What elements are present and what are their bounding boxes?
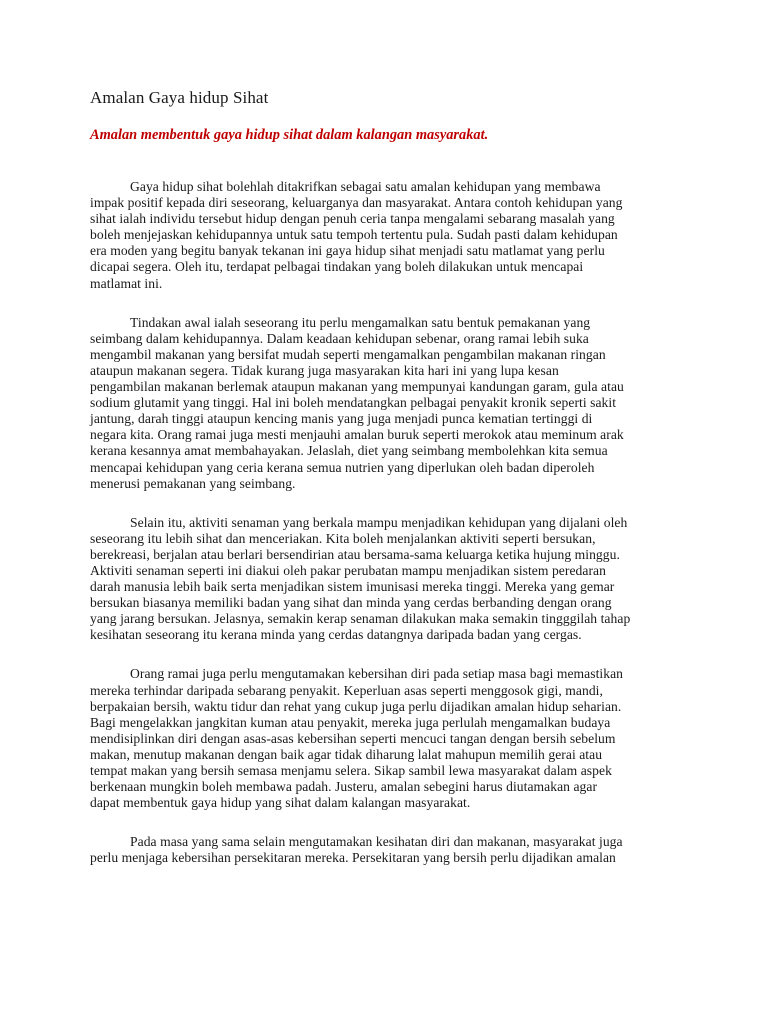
paragraph-line: boleh menjejaskan kehidupannya untuk satu tempoh tertentu pula. Sudah pasti dalam kehidupan — [90, 227, 618, 243]
document-title: Amalan Gaya hidup Sihat — [90, 88, 269, 107]
paragraph-line: yang jarang bersukan. Jelasnya, semakin kerap senaman dilakukan maka semakin tingggilah tahap — [90, 611, 631, 627]
paragraph-line: dapat membentuk gaya hidup yang sihat dalam kalangan masyarakat. — [90, 795, 471, 811]
paragraph-line: dicapai segera. Oleh itu, terdapat pelbagai tindakan yang boleh dilakukan untuk mencapai — [90, 259, 584, 275]
paragraph-line: Selain itu, aktiviti senaman yang berkala mampu menjadikan kehidupan yang dijalani oleh — [130, 514, 628, 530]
paragraph-line: berkenaan mungkin boleh membawa padah. Justeru, amalan sebegini harus diutamakan agar — [90, 779, 598, 795]
paragraph-line: makan, menutup makanan dengan baik agar tidak diharung lalat mahupun memilih gerai atau — [90, 746, 603, 762]
paragraph-line: seimbang dalam kehidupannya. Dalam keadaan kehidupan sebenar, orang ramai lebih suka — [90, 330, 589, 346]
paragraph-line: sodium glutamit yang tinggi. Hal ini boleh mendatangkan pelbagai penyakit kronik seperti sakit — [90, 395, 617, 411]
paragraph-line: impak positif kepada diri seseorang, keluarganya dan masyarakat. Antara contoh kehidupan yang — [90, 195, 623, 211]
paragraph-line: bersukan biasanya memiliki badan yang sihat dan minda yang cerdas berbanding dengan orang — [90, 595, 612, 611]
paragraph-line: mendisiplinkan diri dengan asas-asas kebersihan seperti mencuci tangan dengan bersih sebelum — [90, 730, 616, 746]
paragraph-line: mencapai kehidupan yang ceria kerana semua nutrien yang diperlukan oleh badan diperoleh — [90, 459, 595, 475]
paragraph-line: Tindakan awal ialah seseorang itu perlu mengamalkan satu bentuk pemakanan yang — [130, 314, 591, 330]
paragraph-line: seseorang itu lebih sihat dan menceriakan. Kita boleh menjalankan aktiviti seperti bersukan, — [90, 530, 596, 546]
paragraph-line: negara kita. Orang ramai juga mesti menjauhi amalan buruk seperti merokok atau meminum arak — [90, 427, 624, 443]
paragraph-line: berekreasi, berjalan atau berlari bersendirian atau bersama-sama keluarga ketika hujung minggu. — [90, 546, 620, 562]
paragraph-line: mengambil makanan yang bersifat mudah seperti mengamalkan pengambilan makanan ringan — [90, 346, 606, 362]
paragraph-line: mereka terhindar daripada sebarang penyakit. Keperluan asas seperti menggosok gigi, mandi, — [90, 682, 603, 698]
paragraph — [90, 834, 680, 866]
paragraph-line: berpakaian bersih, waktu tidur dan rehat yang cukup juga perlu dijadikan amalan hidup seharian. — [90, 698, 622, 714]
paragraph-line: era moden yang begitu banyak tekanan ini gaya hidup sihat menjadi satu matlamat yang perlu — [90, 243, 605, 259]
paragraph-line: Orang ramai juga perlu mengutamakan kebersihan diri pada setiap masa bagi memastikan — [130, 666, 624, 682]
paragraph-line: kerana kesannya amat membahayakan. Jelaslah, diet yang seimbang membolehkan kita semua — [90, 443, 608, 459]
paragraph-line: Gaya hidup sihat bolehlah ditakrifkan sebagai satu amalan kehidupan yang membawa — [130, 179, 601, 194]
paragraph-line: pengambilan makanan berlemak ataupun makanan yang mempunyai kandungan garam, gula atau — [90, 379, 624, 395]
paragraph-line: sihat ialah individu tersebut hidup dengan penuh ceria tanpa mengalami sebarang masalah yang — [90, 211, 615, 227]
paragraph-line: Pada masa yang sama selain mengutamakan kesihatan diri dan makanan, masyarakat juga — [130, 834, 623, 850]
paragraph — [90, 666, 680, 811]
paragraph — [90, 515, 680, 644]
document-subtitle: Amalan membentuk gaya hidup sihat dalam kalangan masyarakat. — [90, 127, 489, 143]
paragraph-line: tempat makan yang bersih semasa menjamu selera. Sikap sambil lewa masyarakat dalam aspek — [90, 763, 612, 778]
paragraph-line: matlamat ini. — [90, 275, 163, 291]
paragraph-line: darah manusia lebih baik serta menjadikan sistem imunisasi mereka tinggi. Mereka yang gemar — [90, 579, 615, 595]
paragraph-line: jantung, darah tinggi ataupun kencing manis yang juga menjadi punca kematian tertinggi di — [90, 411, 593, 427]
paragraph — [90, 179, 680, 292]
paragraph — [90, 315, 680, 492]
paragraph-line: Aktiviti senaman seperti ini diakui oleh pakar perubatan mampu menjadikan sistem peredaran — [90, 562, 606, 578]
paragraph-line: perlu menjaga kebersihan persekitaran mereka. Persekitaran yang bersih perlu dijadikan amalan — [90, 850, 616, 866]
document-body — [90, 179, 680, 889]
paragraph-line: kesihatan seseorang itu kerana minda yang cerdas datangnya daripada badan yang cergas. — [90, 627, 582, 643]
paragraph-line: Bagi mengelakkan jangkitan kuman atau penyakit, mereka juga perlulah mengamalkan budaya — [90, 714, 611, 730]
paragraph-line: ataupun makanan segera. Tidak kurang juga masyarakan kita hari ini yang lupa kesan — [90, 362, 559, 378]
paragraph-line: menerusi pemakanan yang seimbang. — [90, 475, 296, 491]
